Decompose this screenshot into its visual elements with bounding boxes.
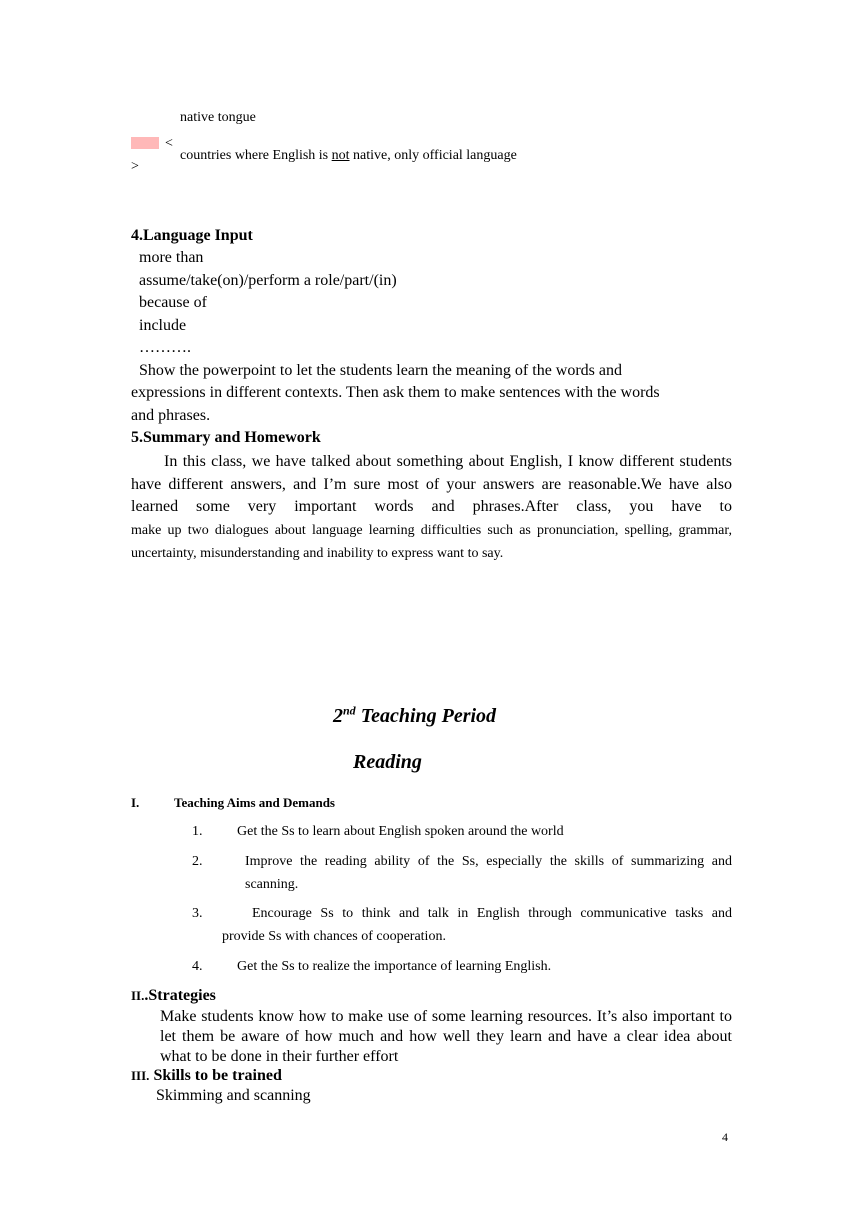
page-title: 2nd Teaching Period [333, 703, 497, 727]
strategies-paragraph: Make students know how to make use of some learning resources. It’s also important to let them be aware of how much and how well they learn and have a clear idea about what to be done in their further effort [160, 1008, 732, 1065]
roman-numeral: I. [131, 795, 140, 810]
list-number: 2. [192, 854, 203, 869]
bracket-close: > [131, 159, 139, 174]
paragraph-line: expressions in different contexts. Then ask them to make sentences with the words [131, 384, 660, 401]
list-item: assume/take(on)/perform a role/part/(in) [139, 272, 397, 289]
roman-numeral: II. [131, 988, 145, 1003]
homework-paragraph: make up two dialogues about language learning difficulties such as pronunciation, spelling, grammar, uncertainty, misunderstanding and inability to express want to say. [131, 523, 732, 561]
paragraph-line: and phrases. [131, 407, 211, 424]
aim-item: Get the Ss to learn about English spoken around the world [237, 824, 564, 839]
list-item: ………. [139, 339, 191, 356]
aim-item-continuation: scanning. [245, 877, 299, 892]
aim-item: Get the Ss to realize the importance of learning English. [237, 959, 552, 974]
section-heading-language-input: 4.Language Input [131, 227, 253, 244]
section-heading-summary: 5.Summary and Homework [131, 429, 321, 446]
list-item: include [139, 317, 187, 334]
aim-item: Improve the reading ability of the Ss, especially the skills of summarizing and [245, 854, 732, 869]
list-item: more than [139, 249, 204, 266]
summary-paragraph: In this class, we have talked about something about English, I know different students have different answers, and I’m sure most of your answers are reasonable.We have also learned some very important words and phrases.After class, you have to [131, 453, 732, 516]
list-number: 1. [192, 824, 203, 839]
list-number: 3. [192, 906, 203, 921]
highlight-mark [131, 137, 159, 149]
section-heading-skills: III. Skills to be trained [131, 1067, 282, 1084]
aim-item: Encourage Ss to think and talk in English through communicative tasks and [252, 906, 732, 921]
paragraph-line: Show the powerpoint to let the students learn the meaning of the words and [139, 362, 623, 379]
page-number: 4 [722, 1130, 728, 1144]
skills-text: Skimming and scanning [156, 1087, 311, 1104]
official-language-label: countries where English is not native, only official language [180, 148, 517, 163]
page-subtitle: Reading [353, 751, 422, 773]
roman-numeral: III. [131, 1068, 150, 1083]
aim-item-continuation: provide Ss with chances of cooperation. [222, 929, 446, 944]
list-number: 4. [192, 959, 203, 974]
list-item: because of [139, 294, 207, 311]
native-tongue-label: native tongue [180, 110, 256, 125]
section-heading-strategies: II..Strategies [131, 987, 216, 1004]
section-heading-aims: Teaching Aims and Demands [174, 795, 335, 810]
bracket-open: < [165, 136, 173, 151]
